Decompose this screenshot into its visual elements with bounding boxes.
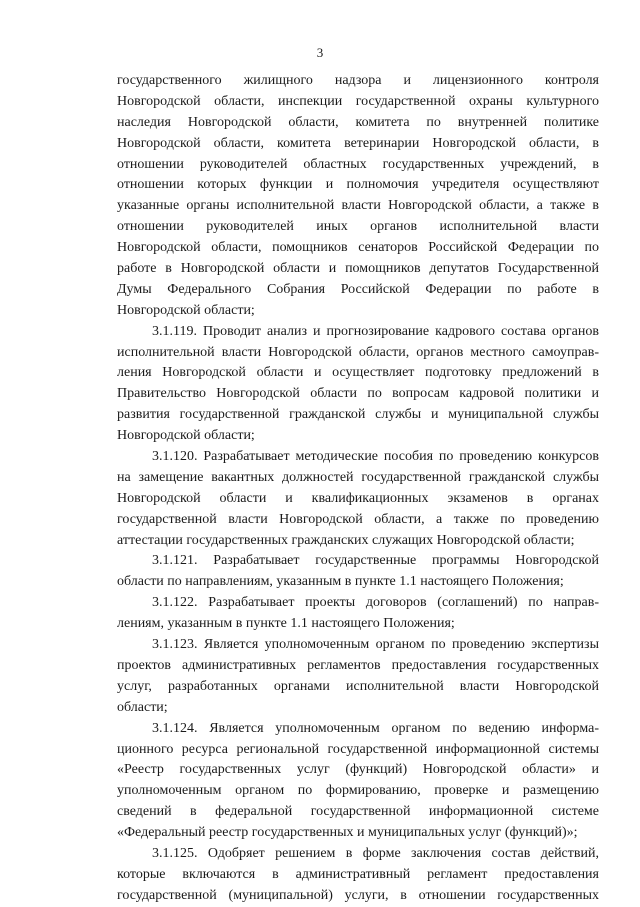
text-line: отношении руководителей иных органов исполнительной власти [117,219,599,235]
text-line: исполнительной власти Новгородской области, органов местного самоуправ- [117,344,599,360]
paragraph-first-line: 3.1.122. Разрабатывает проекты договоров (соглашений) по направ- [152,595,599,611]
text-line: «Реестр государственных услуг (функций) Новгородской области» и [117,762,599,778]
text-line: Новгородской области и квалификационных экзаменов в органах [117,490,599,506]
text-line: Новгородской области, инспекции государственной охраны культурного [117,93,599,109]
text-line: указанные органы исполнительной власти Новгородской области, а также в [117,198,599,214]
text-line: Новгородской области; [117,428,255,444]
text-line: отношении руководителей областных государственных учреждений, в [117,156,599,172]
paragraph-first-line: 3.1.119. Проводит анализ и прогнозирование кадрового состава органов [152,323,599,339]
paragraph-first-line: 3.1.125. Одобряет решением в форме заключения состав действий, [152,845,599,861]
text-line: государственной (муниципальной) услуги, в отношении государственных [117,887,599,903]
text-line: ционного ресурса региональной государственной информационной системы [117,741,599,757]
text-line: отношении которых функции и полномочия учредителя осуществляют [117,177,599,193]
text-line: области по направлениям, указанным в пункте 1.1 настоящего Положения; [117,574,564,590]
text-line: области; [117,699,168,715]
text-line: уполномоченным органом по формированию, проверке и размещению [117,783,599,799]
text-line: Новгородской области, помощников сенаторов Российской Федерации по [117,240,599,256]
text-line: аттестации государственных гражданских служащих Новгородской области; [117,532,575,548]
text-line: Новгородской области, комитета ветеринарии Новгородской области, в [117,135,599,151]
text-line: сведений в федеральной государственной информационной системе [117,804,599,820]
text-line: проектов административных регламентов предоставления государственных [117,657,599,673]
text-line: «Федеральный реестр государственных и муниципальных услуг (функций)»; [117,825,578,841]
document-body [117,71,599,907]
paragraph-first-line: 3.1.120. Разрабатывает методические пособия по проведению конкурсов [152,449,599,465]
text-line: государственного жилищного надзора и лицензионного контроля [117,73,599,88]
paragraph-first-line: 3.1.123. Является уполномоченным органом по проведению экспертизы [152,637,599,653]
text-line: которые включаются в административный регламент предоставления [117,866,599,882]
page-number: 3 [316,45,324,60]
text-line: развития государственной гражданской службы и муниципальной службы [117,407,599,423]
paragraph-first-line: 3.1.121. Разрабатывает государственные программы Новгородской [152,553,599,569]
paragraph-first-line: 3.1.124. Является уполномоченным органом по ведению информа- [152,720,599,736]
text-line: Правительство Новгородской области по вопросам кадровой политики и [117,386,599,402]
text-line: наследия Новгородской области, комитета по внутренней политике [117,114,599,130]
text-line: государственной власти Новгородской области, а также по проведению [117,511,599,527]
text-line: работе в Новгородской области и помощников депутатов Государственной [117,261,599,277]
text-line: Думы Федерального Собрания Российской Федерации по работе в [117,281,599,297]
text-line: лениям, указанным в пункте 1.1 настоящего Положения; [117,616,455,632]
text-line: Новгородской области; [117,302,255,318]
text-line: услуг, разработанных органами исполнительной власти Новгородской [117,678,599,694]
text-line: ления Новгородской области и осуществляет подготовку предложений в [117,365,599,381]
text-line: на замещение вакантных должностей государственной гражданской службы [117,469,599,485]
